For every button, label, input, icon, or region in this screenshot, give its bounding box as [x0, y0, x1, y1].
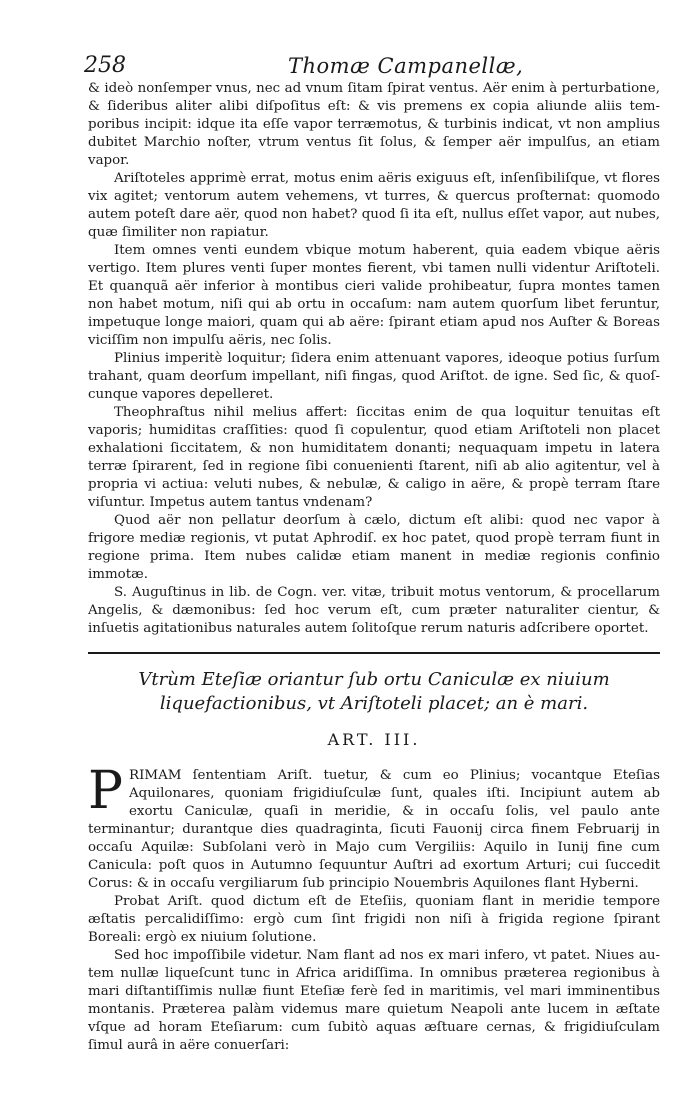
paragraph: Probat Ariſt. quod dictum eſt de Eteſiis, quoniam flant in meridie tempore æſtatis percalidiſſimo: ergò cum ſint frigidi non niſi à frigida regione ſpirant Boreali: ergò ex niuium ſolutione. [88, 894, 660, 945]
page-number: 258 [84, 53, 126, 78]
first-paragraph-text: RIMAM ſententiam Ariſt. tuetur, & cum eo Plinius; vocantque Eteſias Aquilonares, quoniam frigidiuſculæ ſunt, quales iſti. Incipiunt autem ab exortu Caniculæ, quaſi in meridie, & in occaſu ſolis, vel paulo ante terminantur; durantque dies quadraginta, ſicuti Fauonij circa finem Februarij in occaſu Aquilæ: Subſolani verò in Majo cum Vergiliis: Aquilo in Iunij fine cum Canicula: poſt quos in Autumno ſequuntur Auſtri ad exortum Arturi; cui ſuccedit Corus: & in occaſu vergiliarum ſub principio Nouembris Aquilones flant Hyberni. [88, 768, 660, 891]
paragraph: Plinius imperitè loquitur; ſidera enim attenuant vapores, ideoque potius ſurſum trahant, quam deorſum impellant, niſi fingas, quod Ariſtot. de igne. Sed ſic, & quoſcunque vapores depelleret. [88, 351, 660, 402]
section-divider [88, 652, 660, 654]
paragraph: Item omnes venti eundem vbique motum haberent, quia eadem vbique aëris vertigo. Item plures venti ſuper montes fierent, vbi tamen nulli videntur Ariſtoteli. Et quanquã aër inferior à montibus cieri valide prohibeatur, ſupra montes tamen non habet motum, niſi qui ab ortu in occaſum: nam autem quorſum libet feruntur, impetuque longe maiori, quam qui ab aëre: ſpirant etiam apud nos Auſter & Boreas viciſſim non impulſu aëris, nec ſolis. [88, 243, 660, 348]
drop-cap: P [88, 761, 123, 821]
paragraph: & ideò nonſemper vnus, nec ad vnum ſitam ſpirat ventus. Aër enim à perturbatione, & ſideribus aliter alibi diſpoſitus eſt: & vis premens ex copia aliunde aliis temporibus incipit: idque ita eſſe vapor terræmotus, & turbinis indicat, vt non amplius dubitet Marchio noſter, vtrum ventus ſit ſolus, & ſemper aër impulſus, an etiam vapor. [88, 81, 660, 168]
paragraph: Theophraſtus nihil melius affert: ſiccitas enim de qua loquitur tenuitas eſt vaporis; humiditas craſſities: quod ſi copulentur, quod etiam Ariſtoteli non placet exhalationi ſiccitatem, & non humiditatem donanti; nequaquam impetu in latera terræ ſpirarent, ſed in regione ſibi conuenienti ſtarent, niſi ab alio agitentur, vel à propria vi actiua: veluti nubes, & nebulæ, & caligo in aëre, & propè terram ſtare viſuntur. Impetus autem tantus vndenam? [88, 405, 660, 510]
section-text [88, 80, 660, 638]
article-text [88, 761, 660, 1055]
paragraph: S. Auguſtinus in lib. de Cogn. ver. vitæ, tribuit motus ventorum, & procellarum Angelis, & dæmonibus: ſed hoc verum eſt, cum præter naturaliter cientur, & inſuetis agitationibus naturales autem ſolitoſque rerum naturis adſcribere oportet. [88, 585, 660, 636]
article-number: ART. III. [327, 730, 421, 749]
article-title: Vtrùm Eteſiæ oriantur ſub ortu Caniculæ ex niuium liquefactionibus, vt Ariſtoteli placet; an è mari. [138, 669, 610, 714]
paragraph: Sed hoc impoſſibile videtur. Nam flant ad nos ex mari infero, vt patet. Niues autem nullæ liqueſcunt tunc in Africa aridiſſima. In omnibus præterea regionibus à mari diſtantiſſimis nullæ fiunt Eteſiæ ferè ſed in maritimis, vel mari imminentibus montanis. Præterea palàm videmus mare quietum Neapoli ante lucem in æſtate vſque ad horam Eteſiarum: cum ſubitò aquas æſtuare cernas, & frigidiuſculam ſimul aurâ in aëre conuerſari: [88, 948, 660, 1053]
running-head: Thomæ Campanellæ, [288, 54, 524, 78]
page-header [84, 52, 660, 80]
paragraph: Quod aër non pellatur deorſum à cælo, dictum eſt alibi: quod nec vapor à frigore mediæ regionis, vt putat Aphrodiſ. ex hoc patet, quod propè terram fiunt in regione prima. Item nubes calidæ etiam manent in mediæ regionis confinio immotæ. [88, 513, 660, 582]
paragraph: Ariſtoteles apprimè errat, motus enim aëris exiguus eſt, inſenſibiliſque, vt flores vix agitet; ventorum autem vehemens, vt turres, & quercus proſternat: quomodo autem poteſt dare aër, quod non habet? quod ſi ita eſt, nullus eſſet vapor, aut nubes, quæ ſimiliter non rapiatur. [88, 171, 660, 240]
first-paragraph [88, 761, 660, 893]
